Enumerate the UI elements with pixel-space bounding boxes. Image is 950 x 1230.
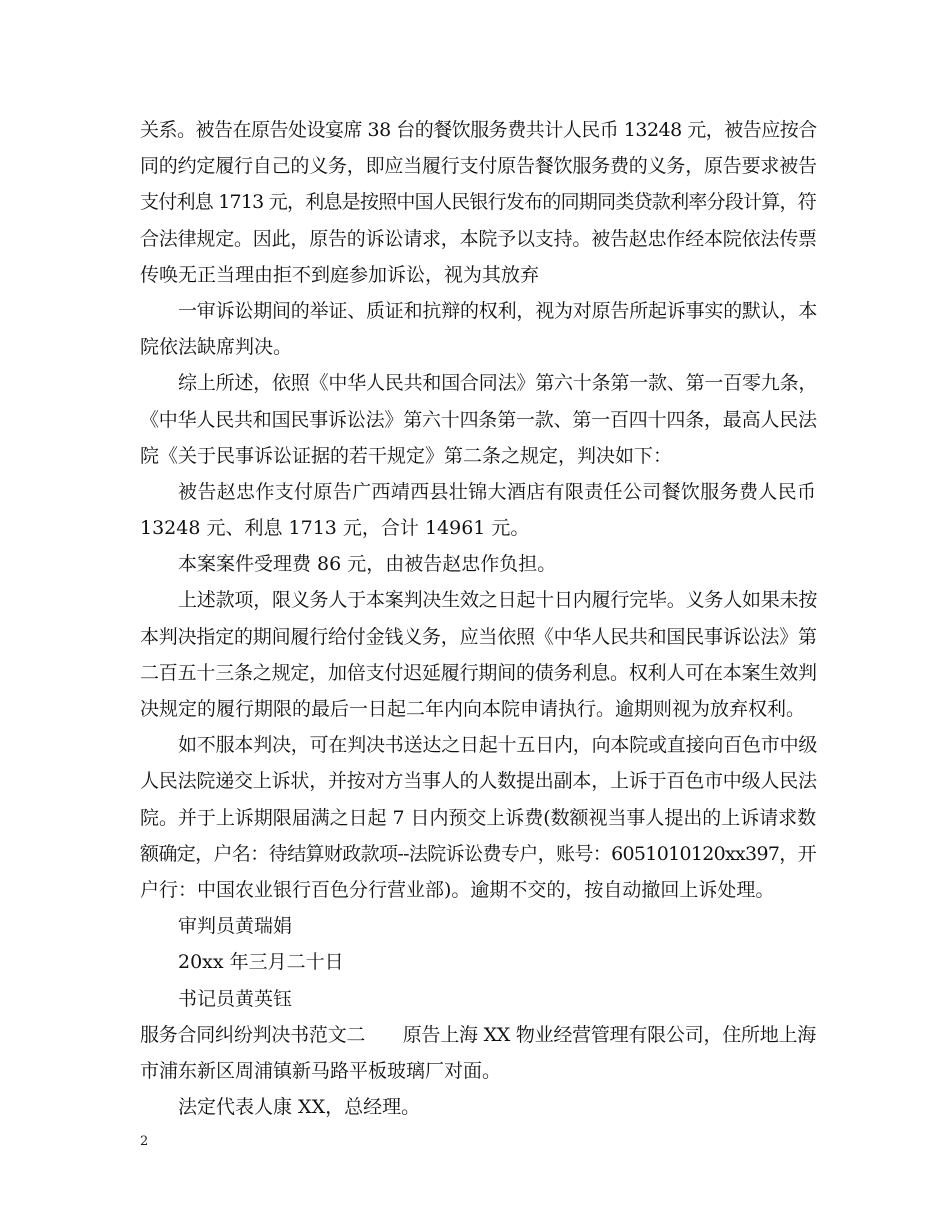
text-line: 院依法缺席判决。 xyxy=(140,336,293,359)
text-line: 审判员黄瑞娟 xyxy=(178,915,293,938)
text-line: 综上所述，依照《中华人民共和国合同法》第六十条第一款、第一百零九条， xyxy=(178,372,818,395)
text-line: 13248 元、利息 1713 元，合计 14961 元。 xyxy=(140,517,530,540)
text-line: 决规定的履行期限的最后一日起二年内向本院申请执行。逾期则视为放弃权利。 xyxy=(140,698,806,720)
text-line: 市浦东新区周浦镇新马路平板玻璃厂对面。 xyxy=(140,1059,502,1082)
text-line: 支付利息 1713 元，利息是按照中国人民银行发布的同期同类贷款利率分段计算，符 xyxy=(140,191,816,214)
text-line: 同的约定履行自己的义务，即应当履行支付原告餐饮服务费的义务，原告要求被告 xyxy=(140,155,817,178)
page-number: 2 xyxy=(140,1134,149,1149)
document-body xyxy=(140,112,816,1125)
text-line: 服务合同纠纷判决书范文二 原告上海 XX 物业经营管理有限公司，住所地上海 xyxy=(140,1023,816,1046)
text-line: 人民法院递交上诉状，并按对方当事人的人数提出副本，上诉于百色市中级人民法 xyxy=(140,770,817,793)
text-line: 本判决指定的期间履行给付金钱义务，应当依照《中华人民共和国民事诉讼法》第 xyxy=(140,625,817,648)
text-line: 关系。被告在原告处设宴席 38 台的餐饮服务费共计人民币 13248 元，被告应按合 xyxy=(140,119,817,141)
text-line: 上述款项，限义务人于本案判决生效之日起十日内履行完毕。义务人如果未按 xyxy=(178,589,818,612)
text-line: 一审诉讼期间的举证、质证和抗辩的权利，视为对原告所起诉事实的默认，本 xyxy=(178,299,818,322)
text-line: 《中华人民共和国民事诉讼法》第六十四条第一款、第一百四十四条，最高人民法 xyxy=(140,408,817,431)
text-line: 合法律规定。因此，原告的诉讼请求，本院予以支持。被告赵忠作经本院依法传票 xyxy=(140,227,817,250)
text-line: 户行：中国农业银行百色分行营业部)。逾期不交的，按自动撤回上诉处理。 xyxy=(140,878,775,901)
text-line: 院《关于民事诉讼证据的若干规定》第二条之规定，判决如下： xyxy=(140,444,673,467)
text-line: 传唤无正当理由拒不到庭参加诉讼，视为其放弃 xyxy=(140,263,540,286)
text-line: 书记员黄英钰 xyxy=(178,987,293,1010)
text-line: 被告赵忠作支付原告广西靖西县壮锦大酒店有限责任公司餐饮服务费人民币 xyxy=(178,480,816,503)
text-line: 20xx 年三月二十日 xyxy=(178,951,344,974)
text-line: 二百五十三条之规定，加倍支付迟延履行期间的债务利息。权利人可在本案生效判 xyxy=(140,661,817,684)
text-line: 院。并于上诉期限届满之日起 7 日内预交上诉费(数额视当事人提出的上诉请求数 xyxy=(140,806,816,829)
text-line: 法定代表人康 XX，总经理。 xyxy=(178,1096,421,1119)
text-line: 如不服本判决，可在判决书送达之日起十五日内，向本院或直接向百色市中级 xyxy=(178,734,818,757)
text-line: 本案案件受理费 86 元，由被告赵忠作负担。 xyxy=(178,553,557,576)
text-line: 额确定，户名：待结算财政款项--法院诉讼费专户，账号：6051010120xx397，开 xyxy=(140,842,816,865)
